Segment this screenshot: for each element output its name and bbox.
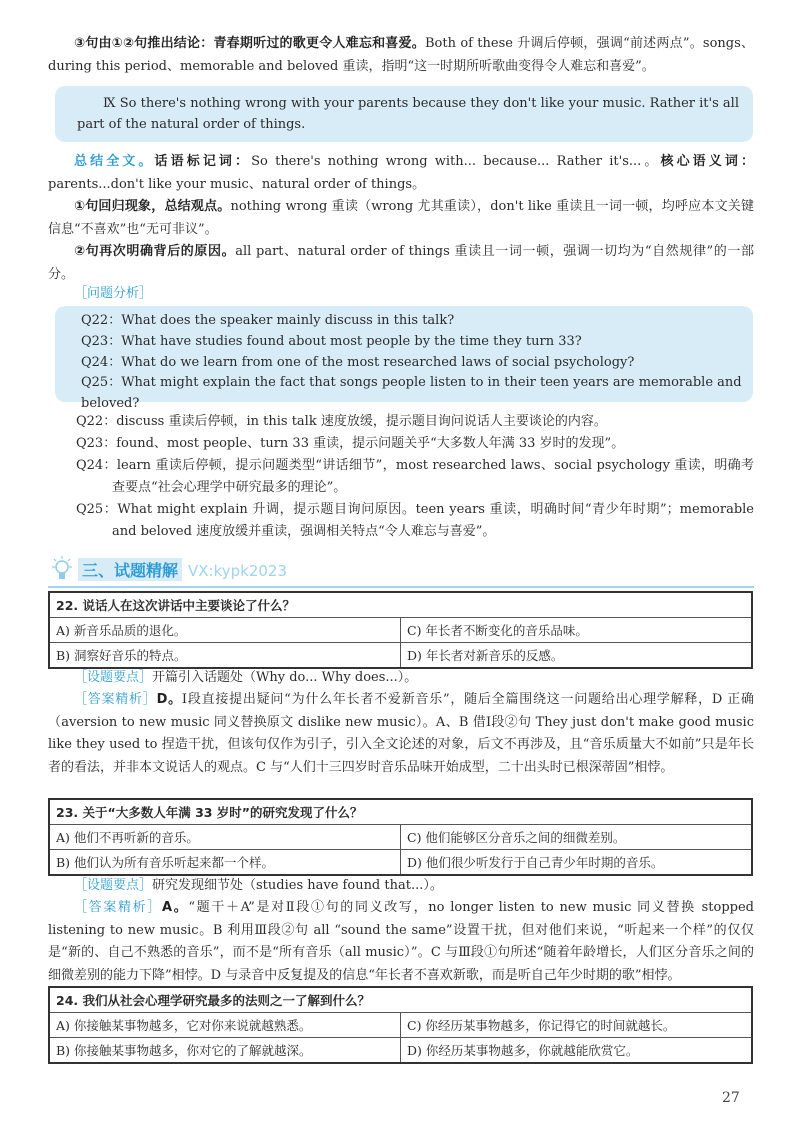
questions-box	[55, 306, 753, 412]
body-text: Both of these 升调后停顿，强调“前述两点”。songs、during this period、memorable and beloved 重读，指明“这一时期所听歌曲变得令人难忘和喜爱”。	[48, 36, 754, 74]
question-list	[55, 306, 753, 415]
q22-answer-analysis	[48, 689, 754, 779]
analysis-item: Q25：What might explain 升调，提示题目询问原因。teen years 重读，明确时间“青少年时期”；memorable and beloved 速度放缓并重读，强调相关特点“令人难忘与喜爱”。	[76, 502, 754, 539]
label-text: 总结全文。	[74, 154, 155, 169]
option-a: A) 新音乐品质的退化。	[49, 618, 401, 643]
page-number: 27	[722, 1090, 740, 1106]
option-c: C) 你经历某事物越多，你记得它的时间就越长。	[401, 1013, 753, 1038]
q22-design-point	[48, 667, 754, 690]
option-d: D) 年长者对新音乐的反感。	[401, 643, 753, 669]
body-text: Ⅰ段直接提出疑问“为什么年长者不爱新音乐”，随后全篇围绕这一问题给出心理学解释，D 正确（aversion to new music 同义替换原文 dislike new music）。A、B 借Ⅰ段②句 They just don't make good music like they used to 捏造干扰，但该句仅作为引子，引入全文论述的对象，后文不再涉及，且“音乐质量大不如前”只是年长者的看法，并非本文说话人的观点。C 与“人们十三四岁时音乐品味开始成型，二十出头时已根深蒂固”相悖。	[48, 692, 754, 775]
question-title: 23. 关于“大多数人年满 33 岁时”的研究发现了什么？	[49, 799, 752, 825]
bold-text: 话语标记词：	[154, 154, 252, 169]
body-text: 开篇引入话题处（Why do... Why does...）。	[152, 670, 418, 685]
lightbulb-icon	[50, 556, 74, 584]
option-a: A) 你接触某事物越多，它对你来说就越熟悉。	[49, 1013, 401, 1038]
q23-answer-analysis	[48, 897, 754, 987]
question-analysis-list	[48, 411, 754, 543]
question-item: Q24：What do we learn from one of the most researched laws of social psychology?	[81, 354, 635, 370]
option-a: A) 他们不再听新的音乐。	[49, 825, 401, 850]
option-d: D) 你经历某事物越多，你就越能欣赏它。	[401, 1038, 753, 1064]
section-header	[48, 556, 754, 588]
body-text: So there's nothing wrong with... because... Rather it's...。	[251, 154, 661, 169]
q23-design-point	[48, 875, 754, 898]
paragraph-sentence-2	[48, 241, 754, 286]
body-text: “题干＋A”是对Ⅱ段①句的同义改写，no longer listen to new music 同义替换 stopped listening to new music。B 利用Ⅲ段②句 all “sound the same”设置干扰，但对他们来说，“听起来一个样”的仅仅是“新的、自己不熟悉的音乐”，而不是“所有音乐（all music）”。C 与Ⅲ段①句所述“随着年龄增长，人们区分音乐之间的细微差别的能力下降”相悖。D 与录音中反复提及的信息“年长者不喜欢新歌，而是听自己年少时期的歌”相悖。	[48, 900, 754, 983]
question-item: Q23：What have studies found about most people by the time they turn 33?	[81, 333, 582, 349]
label-text: ［设题要点］	[74, 878, 153, 893]
body-text: all part、natural order of things 重读且一词一顿，强调一切均为“自然规律”的一部分。	[48, 244, 754, 282]
paragraph-summary	[48, 151, 754, 196]
option-b: B) 你接触某事物越多，你对它的了解就越深。	[49, 1038, 401, 1064]
option-c: C) 他们能够区分音乐之间的细微差别。	[401, 825, 753, 850]
bold-text: ②句再次明确背后的原因。	[74, 244, 236, 259]
watermark: VX:kypk2023	[188, 562, 288, 580]
analysis-item: Q23：found、most people、turn 33 重读，提示问题关乎“大多数人年满 33 岁时的发现”。	[76, 436, 625, 451]
bold-text: 核心语义词：	[660, 154, 754, 169]
label-text: ［答案精析］	[74, 692, 157, 707]
option-b: B) 洞察好音乐的特点。	[49, 643, 401, 669]
analysis-item: Q24：learn 重读后停顿，提示问题类型“讲话细节”，most researched laws、social psychology 重读，明确考查要点“社会心理学中研究最多的理论”。	[76, 458, 754, 495]
question-title: 24. 我们从社会心理学研究最多的法则之一了解到什么？	[49, 987, 752, 1013]
option-b: B) 他们认为所有音乐听起来都一个样。	[49, 850, 401, 876]
problem-analysis-label: ［问题分析］	[74, 286, 153, 301]
question-title: 22. 说话人在这次讲话中主要谈论了什么？	[49, 592, 752, 618]
question-23-table	[48, 798, 753, 876]
body-text: 研究发现细节处（studies have found that...）。	[152, 878, 443, 893]
paragraph-sentence-1	[48, 196, 754, 241]
body-text: nothing wrong 重读（wrong 尤其重读），don't like 重读且一词一顿，均呼应本文关键信息“不喜欢”也“无可非议”。	[48, 199, 754, 237]
analysis-item: Q22：discuss 重读后停顿，in this talk 速度放缓，提示题目询问说话人主要谈论的内容。	[76, 414, 607, 429]
question-24-table	[48, 986, 753, 1064]
label-text: ［答案精析］	[74, 900, 162, 915]
body-text: parents...don't like your music、natural order of things。	[48, 176, 426, 192]
section-title: 三、试题精解	[78, 558, 182, 581]
bold-text: A。	[161, 900, 189, 915]
option-d: D) 他们很少听发行于自己青少年时期的音乐。	[401, 850, 753, 876]
bold-text: ①句回归现象，总结观点。	[74, 199, 231, 214]
question-item: Q25：What might explain the fact that songs people listen to in their teen years are memorable and beloved?	[81, 375, 742, 412]
bold-text: D。	[156, 692, 182, 707]
label-text: ［设题要点］	[74, 670, 153, 685]
option-c: C) 年长者不断变化的音乐品味。	[401, 618, 753, 643]
question-item: Q22：What does the speaker mainly discuss in this talk?	[81, 313, 455, 328]
paragraph-conclusion	[48, 33, 754, 78]
transcript-text: Ⅸ So there's nothing wrong with your parents because they don't like your music. Rather it's all part of the natural order of things.	[77, 96, 739, 132]
question-22-table	[48, 591, 753, 669]
bold-text: ③句由①②句推出结论：青春期听过的歌更令人难忘和喜爱。	[74, 36, 425, 51]
transcript-box	[55, 86, 753, 142]
